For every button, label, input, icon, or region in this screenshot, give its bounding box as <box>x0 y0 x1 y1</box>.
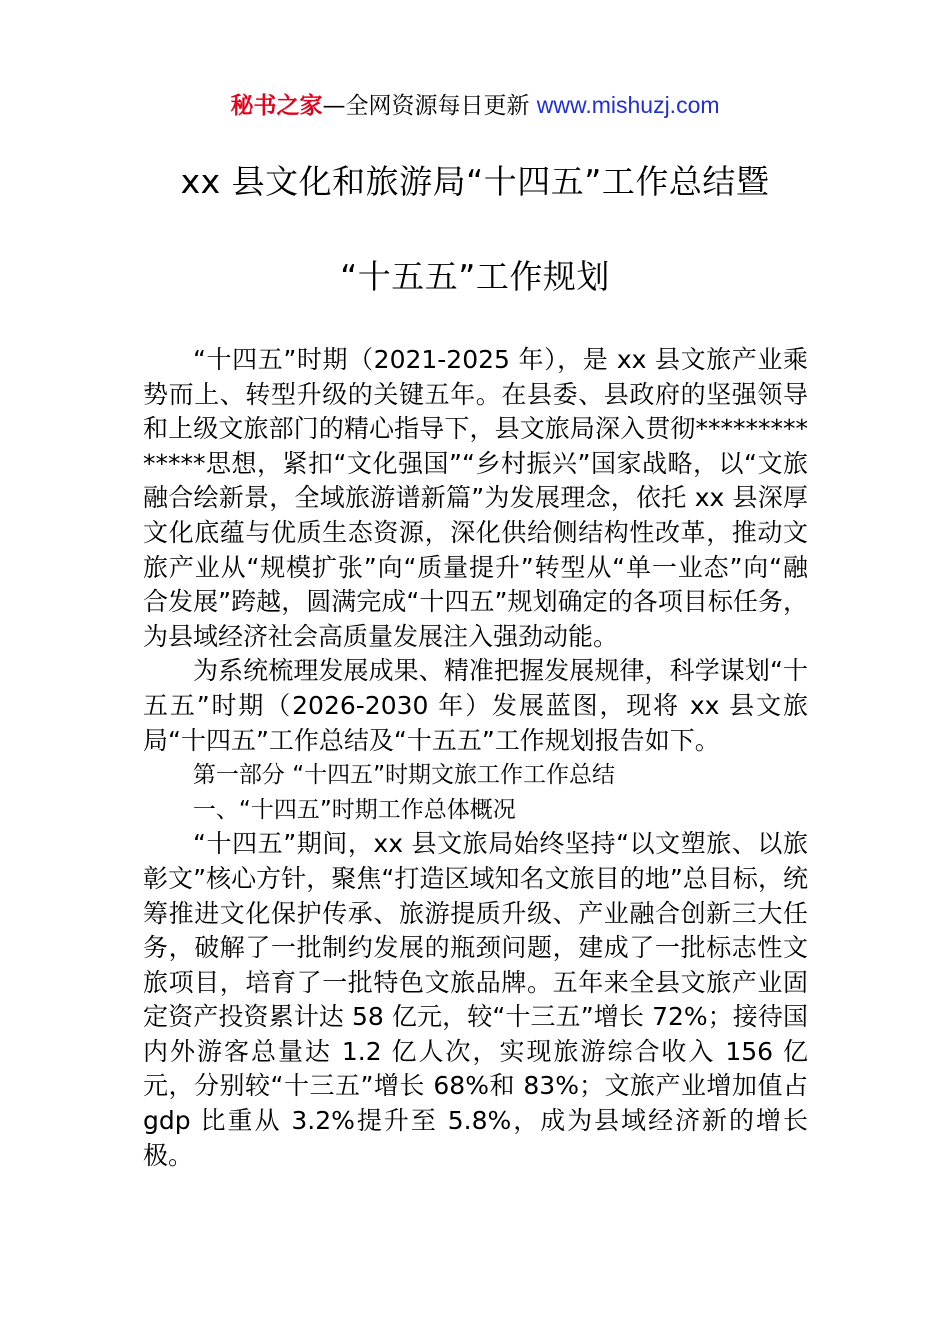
header-slogan: —全网资源每日更新 <box>322 93 530 119</box>
purpose-paragraph: 为系统梳理发展成果、精准把握发展规律，科学谋划“十五五”时期（2026-2030 年）发展蓝图，现将 xx 县文旅局“十四五”工作总结及“十五五”工作规划报告如下。 <box>143 656 808 755</box>
site-header <box>0 88 950 123</box>
part-one-heading: 第一部分 “十四五”时期文旅工作工作总结 <box>192 762 616 789</box>
document-title-line-1: xx 县文化和旅游局“十四五”工作总结暨 <box>180 162 770 201</box>
section-one-heading: 一、“十四五”时期工作总体概况 <box>192 796 516 823</box>
overview-paragraph: “十四五”期间，xx 县文旅局始终坚持“以文塑旅、以旅彰文”核心方针，聚焦“打造区域知名文旅目的地”总目标，统筹推进文化保护传承、旅游提质升级、产业融合创新三大任务，破解了一批制约发展的瓶颈问题，建成了一批标志性文旅项目，培育了一批特色文旅品牌。五年来全县文旅产业固定资产投资累计达 58 亿元，较“十三五”增长 72%；接待国内外游客总量达 1.2 亿人次，实现旅游综合收入 156 亿元，分别较“十三五”增长 68%和 83%；文旅产业增加值占 gdp 比重从 3.2%提升至 5.8%，成为县域经济新的增长极。 <box>143 829 808 1170</box>
brand-name: 秘书之家 <box>230 93 323 119</box>
intro-paragraph: “十四五”时期（2021-2025 年），是 xx 县文旅产业乘势而上、转型升级的关键五年。在县委、县政府的坚强领导和上级文旅部门的精心指导下，县文旅局深入贯彻**************思想，紧扣“文化强国”“乡村振兴”国家战略，以“文旅融合绘新景，全域旅游谱新篇”为发展理念，依托 xx 县深厚文化底蕴与优质生态资源，深化供给侧结构性改革，推动文旅产业从“规模扩张”向“质量提升”转型从“单一业态”向“融合发展”跨越，圆满完成“十四五”规划确定的各项目标任务，为县域经济社会高质量发展注入强劲动能。 <box>143 345 808 651</box>
document-title-line-2: “十五五”工作规划 <box>340 257 610 296</box>
document-body <box>143 343 808 1173</box>
site-url[interactable]: www.mishuzj.com <box>536 92 720 118</box>
